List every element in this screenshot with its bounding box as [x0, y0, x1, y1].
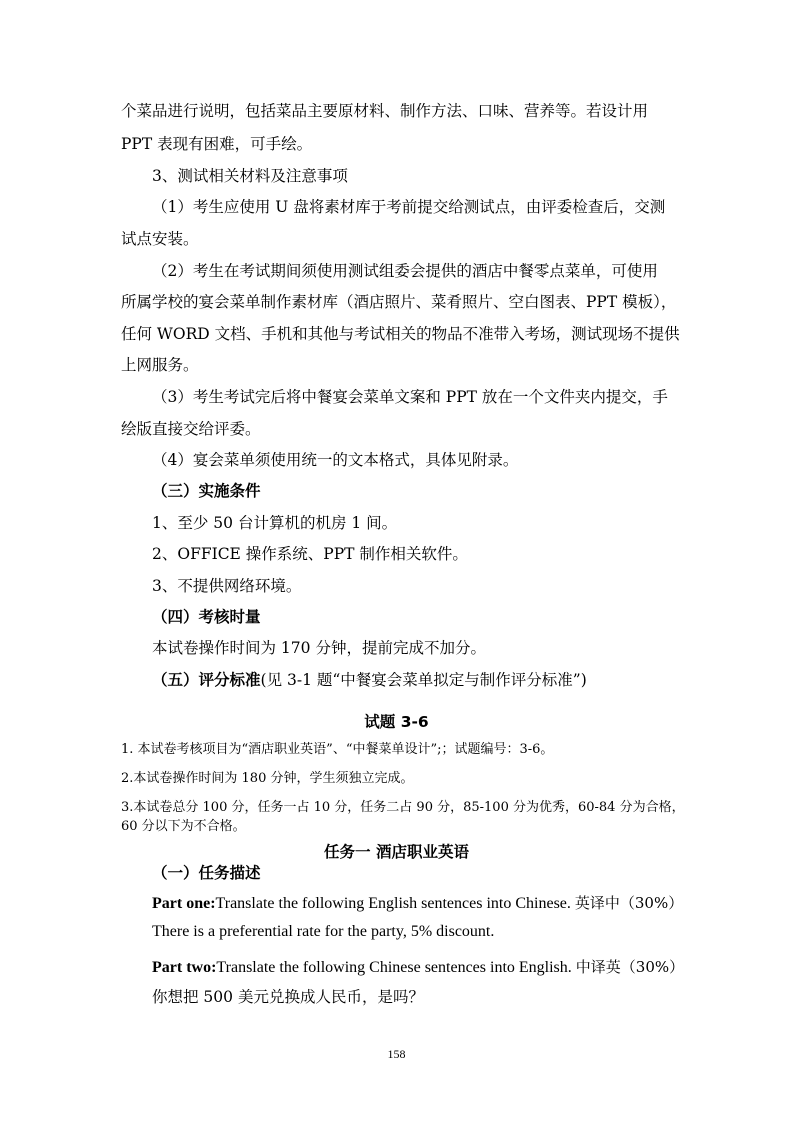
exam-note: 60 分以下为不合格。	[121, 819, 246, 834]
part-two-sentence: 你想把 500 美元兑换成人民币，是吗？	[152, 988, 424, 1006]
task-title: 任务一 酒店职业英语	[324, 843, 469, 861]
exam-note: 3.本试卷总分 100 分，任务一占 10 分，任务二占 90 分，85-100 分为优秀，60-84 分为合格，	[121, 800, 685, 815]
exam-note: 1. 本试卷考核项目为“酒店职业英语”、“中餐菜单设计”;；试题编号：3-6。	[121, 742, 554, 757]
part-two-score: 中译英（30%）	[575, 958, 685, 976]
paragraph-line: 上网服务。	[121, 356, 199, 374]
part-two-instruction: Translate the following Chinese sentences into English.	[216, 959, 572, 976]
part-one-label: Part one:	[152, 895, 216, 912]
section-heading: （五）评分标准	[152, 671, 261, 689]
scoring-reference: (见 3-1 题“中餐宴会菜单拟定与制作评分标准”)	[260, 671, 587, 689]
page-number: 158	[387, 1047, 406, 1061]
paragraph-line: 个菜品进行说明，包括菜品主要原材料、制作方法、口味、营养等。若设计用	[121, 102, 649, 120]
part-one-sentence: There is a preferential rate for the party, 5% discount.	[152, 923, 495, 940]
paragraph-line: 所属学校的宴会菜单制作素材库（酒店照片、菜肴照片、空白图表、PPT 模板），	[121, 293, 677, 311]
part-one-line	[152, 893, 683, 914]
list-item: 1、至少 50 台计算机的机房 1 间。	[152, 514, 398, 532]
paragraph-line: PPT 表现有困难，可手绘。	[121, 135, 313, 153]
section-heading: （四）考核时量	[152, 608, 261, 626]
paragraph-line: （3）考生考试完后将中餐宴会菜单文案和 PPT 放在一个文件夹内提交，手	[152, 388, 668, 406]
part-one-instruction: Translate the following English sentences into Chinese.	[215, 895, 571, 912]
paragraph-line: 绘版直接交给评委。	[121, 420, 261, 438]
exam-note: 2.本试卷操作时间为 180 分钟，学生须独立完成。	[121, 771, 414, 786]
list-item: 2、OFFICE 操作系统、PPT 制作相关软件。	[152, 545, 468, 563]
list-item: 3、不提供网络环境。	[152, 577, 302, 595]
paragraph-line: （2）考生在考试期间须使用测试组委会提供的酒店中餐零点菜单，可使用	[152, 262, 658, 280]
paragraph-line: 任何 WORD 文档、手机和其他与考试相关的物品不准带入考场，测试现场不提供	[121, 325, 680, 343]
scoring-line	[152, 670, 587, 690]
section-heading: 3、测试相关材料及注意事项	[152, 167, 348, 185]
paragraph-line: 本试卷操作时间为 170 分钟，提前完成不加分。	[152, 639, 486, 657]
paragraph-line: 试点安装。	[121, 230, 199, 248]
exam-title: 试题 3-6	[364, 713, 429, 731]
section-heading: （一）任务描述	[152, 864, 261, 882]
section-heading: （三）实施条件	[152, 482, 261, 500]
paragraph-line: （1）考生应使用 U 盘将素材库于考前提交给测试点，由评委检查后，交测	[152, 198, 666, 216]
paragraph-line: （4）宴会菜单须使用统一的文本格式，具体见附录。	[152, 451, 519, 469]
part-two-label: Part two:	[152, 959, 217, 976]
part-two-line	[152, 957, 684, 978]
part-one-score: 英译中（30%）	[574, 894, 684, 912]
